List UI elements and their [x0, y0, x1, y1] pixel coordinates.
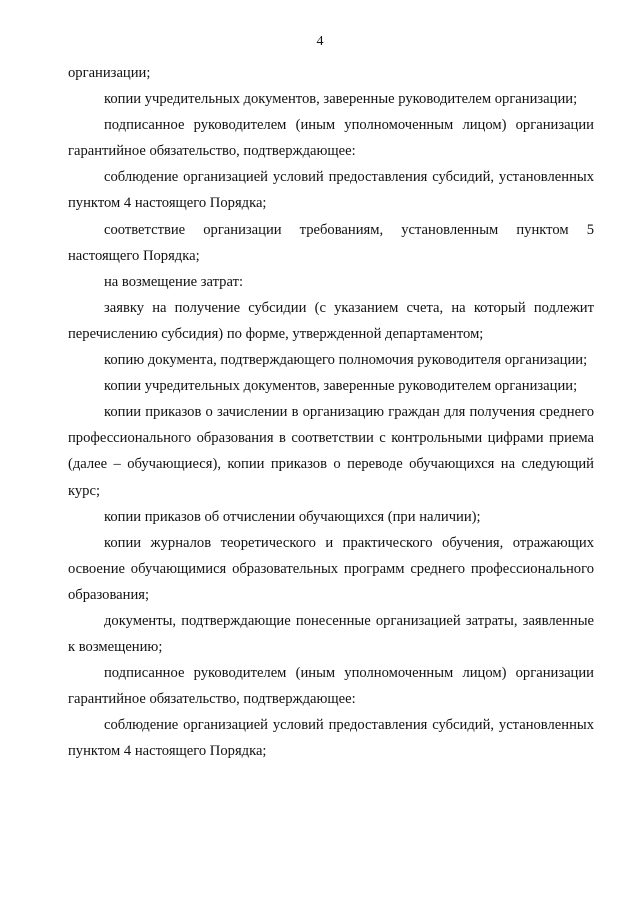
paragraph: копии приказов об отчислении обучающихся (при наличии);: [104, 508, 481, 525]
paragraph: соответствие организации требованиям, установленным пунктом 5 настоящего Порядка;: [68, 221, 594, 264]
paragraph: копии учредительных документов, заверенные руководителем организации;: [104, 91, 578, 108]
paragraph: соблюдение организацией условий предоставления субсидий, установленных пунктом 4 настоящего Порядка;: [68, 169, 594, 212]
paragraph: заявку на получение субсидии (с указанием счета, на который подлежит перечислению субсидия) по форме, утвержденной департаментом;: [68, 299, 594, 342]
document-body: [68, 60, 594, 765]
paragraph: копию документа, подтверждающего полномочия руководителя организации;: [104, 352, 588, 369]
paragraph: документы, подтверждающие понесенные организацией затраты, заявленные к возмещению;: [68, 612, 594, 656]
page-number: 4: [316, 34, 324, 49]
paragraph: соблюдение организацией условий предоставления субсидий, установленных пунктом 4 настоящего Порядка;: [68, 717, 594, 760]
paragraph: организации;: [68, 65, 151, 81]
paragraph: на возмещение затрат:: [104, 273, 244, 290]
paragraph: подписанное руководителем (иным уполномоченным лицом) организации гарантийное обязательство, подтверждающее:: [68, 665, 594, 708]
paragraph: копии приказов о зачислении в организацию граждан для получения среднего профессионального образования в соответствии с контрольными цифрами приема (далее – обучающиеся), копии приказов о переводе обучающихся на следующий курс;: [68, 404, 594, 499]
paragraph: копии учредительных документов, заверенные руководителем организации;: [104, 378, 578, 395]
paragraph: подписанное руководителем (иным уполномоченным лицом) организации гарантийное обязательство, подтверждающее:: [68, 117, 594, 160]
paragraph: копии журналов теоретического и практического обучения, отражающих освоение обучающимися образовательных программ среднего профессионального образования;: [68, 534, 594, 603]
